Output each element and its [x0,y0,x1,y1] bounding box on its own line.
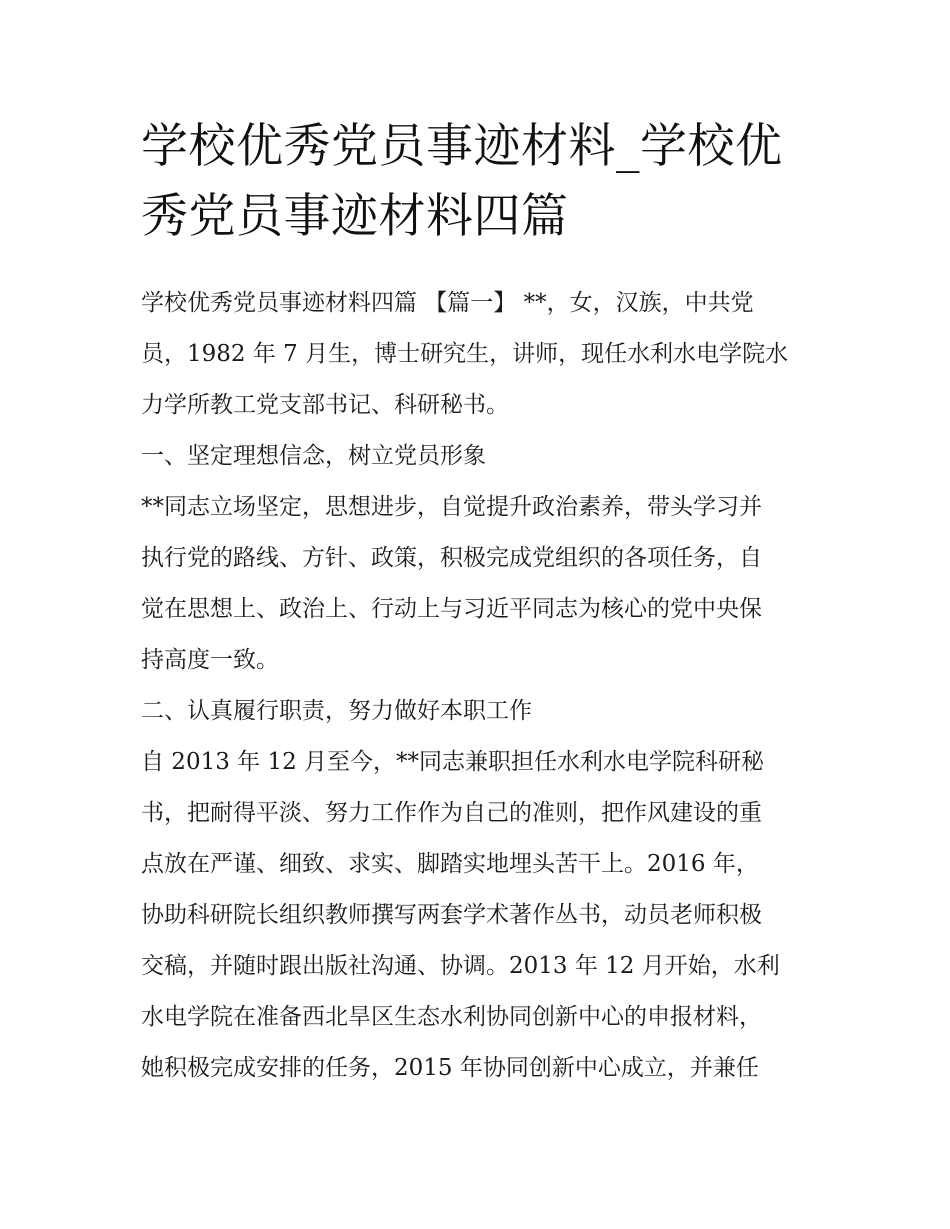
body-line-12: 点放在严谨、细致、求实、脚踏实地埋头苦干上。2016 年， [141,851,759,877]
body-line-1: 学校优秀党员事迹材料四篇 【篇一】 **，女，汉族，中共党 [141,290,754,316]
body-line-11: 书，把耐得平淡、努力工作作为自己的准则，把作风建设的重 [141,800,762,826]
body-line-10: 自 2013 年 12 月至今，**同志兼职担任水利水电学院科研秘 [141,749,765,775]
body-line-13: 协助科研院长组织教师撰写两套学术著作丛书，动员老师积极 [141,902,762,928]
body-line-16: 她积极完成安排的任务，2015 年协同创新中心成立，并兼任 [141,1055,759,1081]
body-line-7: 觉在思想上、政治上、行动上与习近平同志为核心的党中央保 [141,596,762,622]
body-line-8: 持高度一致。 [141,647,279,673]
section-heading-1: 一、坚定理想信念，树立党员形象 [141,443,486,469]
title-line-1: 学校优秀党员事迹材料_学校优 [141,119,783,174]
body-line-2: 员，1982 年 7 月生，博士研究生，讲师，现任水利水电学院水 [141,341,789,367]
document-content [141,112,813,1094]
body-line-6: 执行党的路线、方针、政策，积极完成党组织的各项任务，自 [141,545,762,571]
body-line-14: 交稿，并随时跟出版社沟通、协调。2013 年 12 月开始，水利 [141,953,780,979]
body-line-3: 力学所教工党支部书记、科研秘书。 [141,392,509,418]
title-line-2: 秀党员事迹材料四篇 [141,189,569,244]
document-title [141,112,813,252]
document-body [141,278,813,1094]
body-line-15: 水电学院在准备西北旱区生态水利协同创新中心的申报材料， [141,1004,762,1030]
section-heading-2: 二、认真履行职责，努力做好本职工作 [141,698,532,724]
body-line-5: **同志立场坚定，思想进步，自觉提升政治素养，带头学习并 [141,494,762,520]
